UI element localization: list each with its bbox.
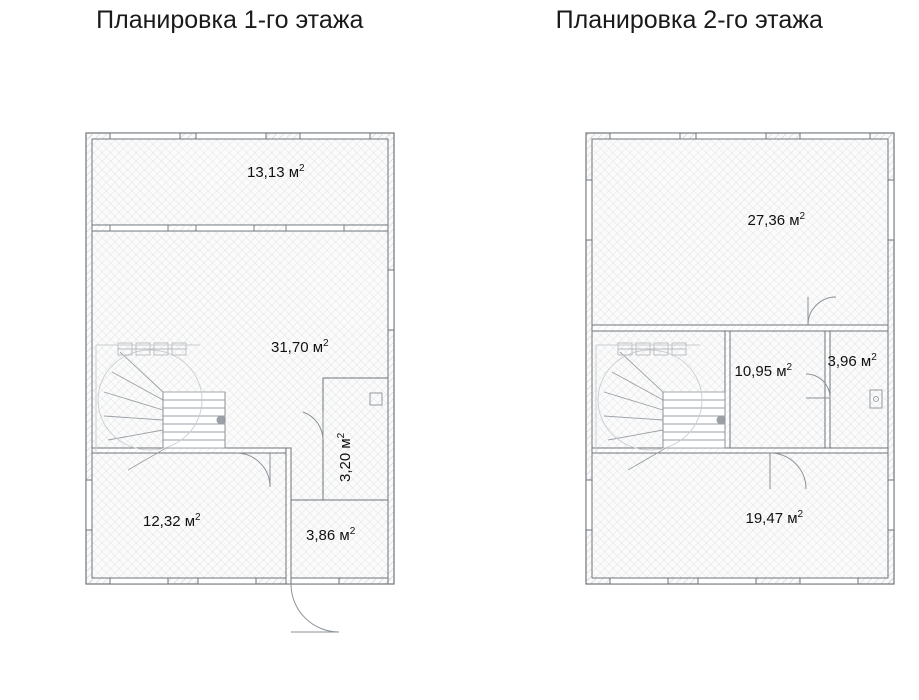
area-label: 12,32 $м^2$ <box>143 512 201 530</box>
floor-plan-2 <box>460 0 919 700</box>
area-label: 27,36 $м^2$ <box>747 211 806 229</box>
area-label: 31,70 $м^2$ <box>271 338 329 356</box>
floor-1-title: Планировка 1-го этажа <box>96 6 364 34</box>
area-label: 19,47 $м^2$ <box>745 509 804 527</box>
area-label: 3,20 $м^2$ <box>336 432 354 482</box>
area-label: 10,95 $м^2$ <box>734 362 793 380</box>
floor-2-title: Планировка 2-го этажа <box>555 6 823 34</box>
floor-2-drawing <box>460 0 919 700</box>
area-label: 3,96 $м^2$ <box>827 352 877 370</box>
area-label: 3,86 $м^2$ <box>306 526 356 544</box>
area-label: 13,13 $м^2$ <box>247 163 305 181</box>
